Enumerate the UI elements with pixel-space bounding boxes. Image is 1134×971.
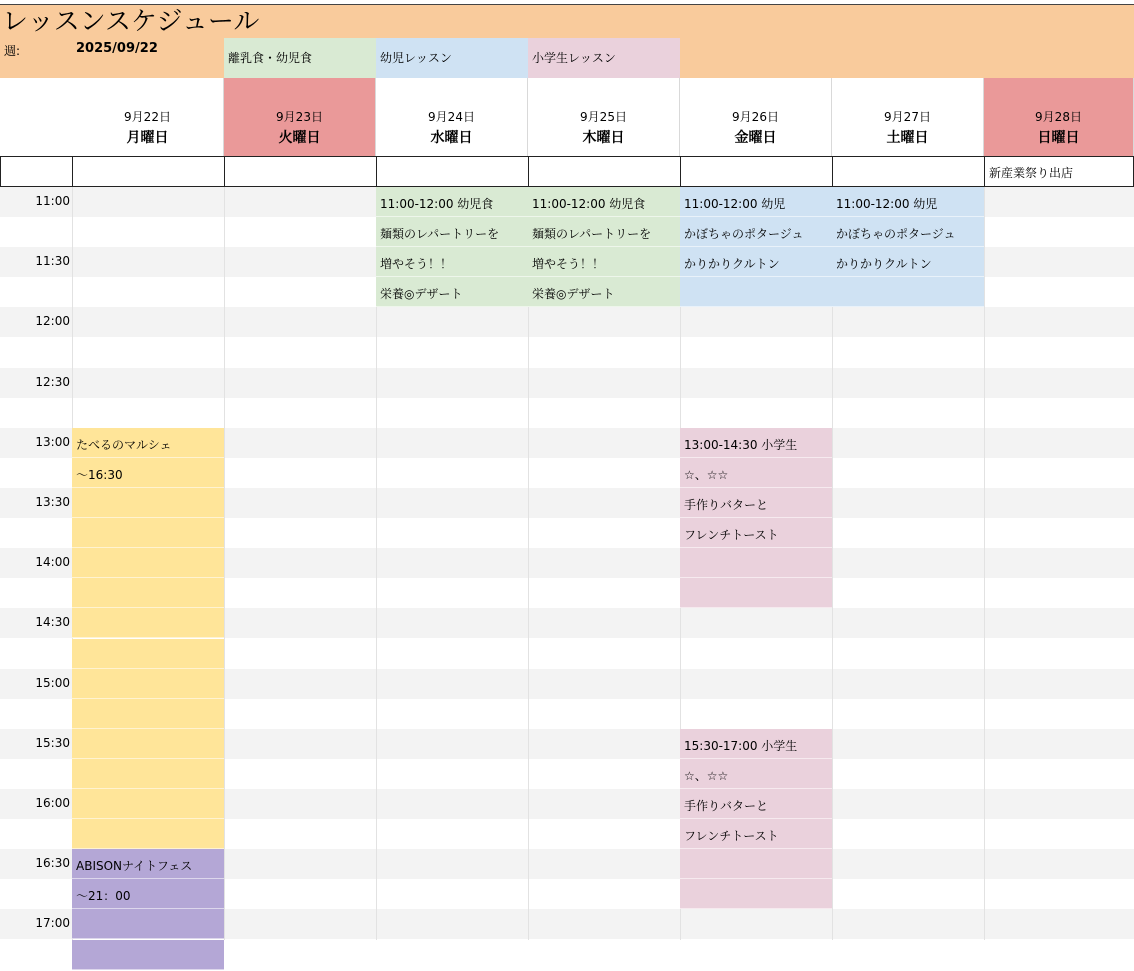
event-fri-1300-line[interactable]: 13:00-14:30 小学生 — [680, 428, 832, 458]
time-label: 16:30 — [35, 856, 70, 871]
event-mon-1300-line[interactable] — [72, 669, 224, 699]
event-fri-1300-line[interactable] — [680, 578, 832, 608]
event-mon-1300-line[interactable] — [72, 578, 224, 608]
week-label: 週: — [4, 44, 21, 58]
event-mon-1630-line[interactable] — [72, 940, 224, 970]
event-fri-1300-line[interactable]: ☆、☆☆ — [680, 458, 832, 488]
time-label: 11:00 — [35, 194, 70, 208]
day-header — [72, 78, 224, 156]
day-header — [528, 78, 680, 156]
event-mon-1300-line[interactable] — [72, 548, 224, 578]
day-date: 9月28日 — [1035, 110, 1082, 124]
allday-cell[interactable]: 新産業祭り出店 — [984, 156, 1134, 187]
event-thu-1100-line[interactable]: 栄養◎デザート — [528, 277, 680, 307]
event-fri-1530-line[interactable] — [680, 879, 832, 909]
day-date: 9月23日 — [276, 110, 323, 124]
event-fri-1100-line[interactable]: 11:00-12:00 幼児 — [680, 187, 832, 217]
time-label: 17:00 — [35, 916, 70, 931]
allday-cell[interactable] — [72, 156, 224, 187]
allday-corner-cell[interactable] — [0, 156, 72, 187]
time-label: 16:00 — [35, 796, 70, 810]
legend-item: 幼児レッスン — [376, 38, 528, 78]
event-mon-1300-line[interactable] — [72, 608, 224, 638]
day-header — [984, 78, 1134, 156]
allday-cell[interactable] — [680, 156, 832, 187]
event-mon-1630-line[interactable] — [72, 909, 224, 939]
allday-cell[interactable] — [224, 156, 376, 187]
event-wed-1100-line[interactable]: 増やそう！！ — [376, 247, 528, 277]
day-date: 9月27日 — [884, 110, 931, 124]
event-sat-1100-line[interactable]: かりかりクルトン — [832, 247, 984, 277]
event-fri-1300-line[interactable]: 手作りバターと — [680, 488, 832, 518]
grid-row — [0, 398, 1134, 428]
event-fri-1100-line[interactable]: かりかりクルトン — [680, 247, 832, 277]
event-mon-1300-line[interactable] — [72, 819, 224, 849]
event-mon-1300-line[interactable] — [72, 488, 224, 518]
day-date: 9月25日 — [580, 110, 627, 124]
day-weekday: 月曜日 — [126, 130, 169, 146]
week-date[interactable]: 2025/09/22 — [76, 41, 158, 56]
event-wed-1100-line[interactable]: 麺類のレパートリーを — [376, 217, 528, 247]
event-mon-1300-line[interactable] — [72, 518, 224, 548]
grid-column-line — [224, 187, 225, 940]
time-label: 14:00 — [35, 555, 70, 570]
day-weekday: 金曜日 — [734, 130, 777, 146]
event-fri-1300-line[interactable] — [680, 548, 832, 578]
time-label: 13:30 — [35, 495, 70, 509]
day-header — [376, 78, 528, 156]
event-fri-1530-line[interactable]: ☆、☆☆ — [680, 759, 832, 789]
event-fri-1530-line[interactable]: フレンチトースト — [680, 819, 832, 849]
event-mon-1300-line[interactable]: 〜16:30 — [72, 458, 224, 488]
day-header — [680, 78, 832, 156]
time-label: 15:30 — [35, 735, 70, 750]
day-weekday: 土曜日 — [886, 130, 929, 146]
time-label: 13:00 — [35, 434, 70, 449]
event-fri-1530-line[interactable] — [680, 849, 832, 879]
event-wed-1100-line[interactable]: 11:00-12:00 幼児食 — [376, 187, 528, 217]
time-label: 11:30 — [35, 254, 70, 269]
time-label: 15:00 — [35, 675, 70, 690]
event-sat-1100-line[interactable] — [832, 277, 984, 307]
event-fri-1300-line[interactable]: フレンチトースト — [680, 518, 832, 548]
day-weekday: 水曜日 — [430, 130, 473, 146]
event-wed-1100-line[interactable]: 栄養◎デザート — [376, 277, 528, 307]
legend-item: 離乳食・幼児食 — [224, 38, 376, 78]
event-mon-1300-line[interactable] — [72, 789, 224, 819]
time-label: 14:30 — [35, 615, 70, 630]
legend-item: 小学生レッスン — [528, 38, 680, 78]
time-label: 12:30 — [35, 374, 70, 389]
event-mon-1300-line[interactable] — [72, 729, 224, 759]
event-mon-1630-line[interactable]: 〜21：00 — [72, 879, 224, 909]
event-sat-1100-line[interactable]: かぼちゃのポタージュ — [832, 217, 984, 247]
event-mon-1300-line[interactable] — [72, 639, 224, 669]
event-fri-1100-line[interactable]: かぼちゃのポタージュ — [680, 217, 832, 247]
grid-column-line — [984, 187, 985, 940]
event-fri-1530-line[interactable]: 手作りバターと — [680, 789, 832, 819]
event-fri-1100-line[interactable] — [680, 277, 832, 307]
day-date: 9月24日 — [428, 110, 475, 124]
event-thu-1100-line[interactable]: 11:00-12:00 幼児食 — [528, 187, 680, 217]
event-mon-1300-line[interactable] — [72, 759, 224, 789]
event-mon-1300-line[interactable] — [72, 699, 224, 729]
event-thu-1100-line[interactable]: 麺類のレパートリーを — [528, 217, 680, 247]
day-header — [224, 78, 376, 156]
event-fri-1530-line[interactable]: 15:30-17:00 小学生 — [680, 729, 832, 759]
event-mon-1300-line[interactable]: たべるのマルシェ — [72, 428, 224, 458]
allday-cell[interactable] — [376, 156, 528, 187]
event-mon-1630-line[interactable]: ABISONナイトフェス — [72, 849, 224, 879]
day-weekday: 木曜日 — [582, 130, 625, 146]
day-header — [832, 78, 984, 156]
page-title: レッスンスケジュール — [2, 7, 260, 37]
day-weekday: 日曜日 — [1037, 130, 1080, 146]
grid-row — [0, 338, 1134, 368]
time-label: 12:00 — [35, 314, 70, 329]
day-weekday: 火曜日 — [278, 130, 321, 146]
allday-cell[interactable] — [528, 156, 680, 187]
day-date: 9月26日 — [732, 110, 779, 124]
event-thu-1100-line[interactable]: 増やそう！！ — [528, 247, 680, 277]
event-sat-1100-line[interactable]: 11:00-12:00 幼児 — [832, 187, 984, 217]
day-date: 9月22日 — [124, 110, 171, 124]
allday-cell[interactable] — [832, 156, 984, 187]
grid-row — [0, 307, 1134, 337]
grid-row — [0, 368, 1134, 398]
